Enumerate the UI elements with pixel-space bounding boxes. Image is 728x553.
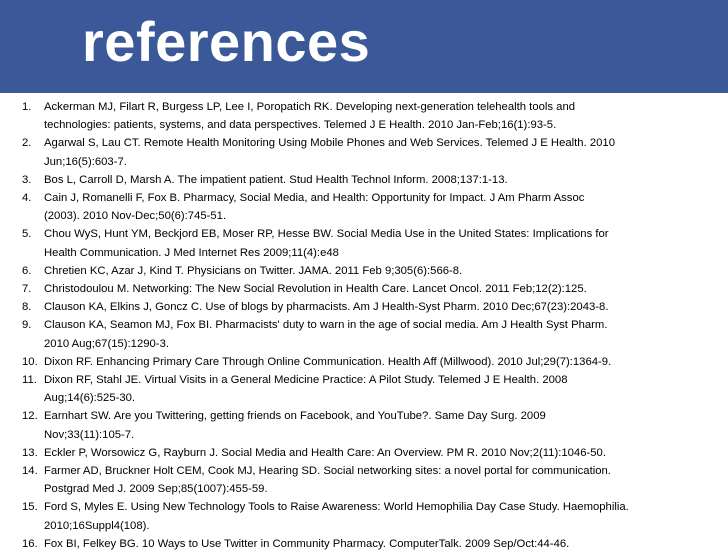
reference-text-line: Agarwal S, Lau CT. Remote Health Monitoring Using Mobile Phones and Web Services. Telemed J E Health. 2010 [44,137,615,150]
reference-text-line: 2010;16Suppl4(108). [44,519,150,532]
reference-number: 16. [22,537,38,550]
reference-number: 2. [22,137,32,150]
reference-number: 15. [22,501,38,514]
reference-item [22,371,722,407]
reference-item [22,407,722,443]
reference-item [22,535,722,553]
reference-item [22,462,722,498]
reference-text-line: Christodoulou M. Networking: The New Social Revolution in Health Care. Lancet Oncol. 2011 Feb;12(2):125. [44,283,587,296]
reference-text-line: Fox BI, Felkey BG. 10 Ways to Use Twitter in Community Pharmacy. ComputerTalk. 2009 Sep/Oct:44-46. [44,537,570,550]
reference-number: 4. [22,192,32,205]
reference-number: 7. [22,283,32,296]
reference-number: 12. [22,410,38,423]
reference-text-line: Chou WyS, Hunt YM, Beckjord EB, Moser RP, Hesse BW. Social Media Use in the United States: Implications for [44,228,609,241]
reference-text-line: Postgrad Med J. 2009 Sep;85(1007):455-59. [44,483,268,496]
reference-text-line: Ackerman MJ, Filart R, Burgess LP, Lee I, Poropatich RK. Developing next-generation telehealth tools and [44,101,576,113]
reference-text-line: Nov;33(11):105-7. [44,428,135,441]
reference-text-line: Cain J, Romanelli F, Fox B. Pharmacy, Social Media, and Health: Opportunity for Impact. J Am Pharm Assoc [44,192,585,205]
reference-text-line: Farmer AD, Bruckner Holt CEM, Cook MJ, Hearing SD. Social networking sites: a novel portal for communication. [44,465,611,478]
reference-item [22,353,722,371]
reference-item [22,316,722,352]
reference-text-line: Clauson KA, Seamon MJ, Fox BI. Pharmacists' duty to warn in the age of social media. Am J Health Syst Pharm. [44,319,608,332]
reference-number: 9. [22,319,32,332]
reference-number: 5. [22,228,32,241]
reference-item [22,171,722,189]
reference-number: 14. [22,465,38,478]
reference-number: 11. [22,374,37,387]
reference-number: 6. [22,264,32,277]
reference-number: 1. [22,101,32,113]
reference-number: 8. [22,301,32,314]
reference-text-line: Dixon RF. Enhancing Primary Care Through Online Communication. Health Aff (Millwood). 2010 Jul;29(7):1364-9. [44,355,612,368]
reference-item [22,262,722,280]
reference-number: 3. [22,173,32,186]
reference-text-line: Jun;16(5):603-7. [44,155,127,168]
reference-item [22,189,722,225]
reference-text-line: Health Communication. J Med Internet Res 2009;11(4):e48 [44,246,339,259]
reference-text-line: (2003). 2010 Nov-Dec;50(6):745-51. [44,210,227,223]
reference-item [22,134,722,170]
reference-text-line: Ford S, Myles E. Using New Technology Tools to Raise Awareness: World Hemophilia Day Case Study. Haemophilia. [44,501,629,514]
reference-text-line: Eckler P, Worsowicz G, Rayburn J. Social Media and Health Care: An Overview. PM R. 2010 Nov;2(11):1046-50. [44,446,606,459]
reference-item [22,498,722,534]
reference-item [22,225,722,261]
reference-text-line: technologies: patients, systems, and data perspectives. Telemed J E Health. 2010 Jan-Feb;16(1):93-5. [44,119,557,132]
reference-list [22,98,722,553]
slide-title: references [82,10,371,73]
reference-text-line: Chretien KC, Azar J, Kind T. Physicians on Twitter. JAMA. 2011 Feb 9;305(6):566-8. [44,264,463,277]
reference-text-line: Clauson KA, Elkins J, Goncz C. Use of blogs by pharmacists. Am J Health-Syst Pharm. 2010 Dec;67(23):2043-8. [44,301,609,314]
reference-text-line: 2010 Aug;67(15):1290-3. [44,337,169,350]
reference-number: 13. [22,446,38,459]
reference-text-line: Bos L, Carroll D, Marsh A. The impatient patient. Stud Health Technol Inform. 2008;137:1-13. [44,173,508,186]
reference-number: 10. [22,355,38,368]
reference-item [22,98,722,134]
reference-item [22,280,722,298]
reference-item [22,298,722,316]
reference-item [22,444,722,462]
reference-text-line: Aug;14(6):525-30. [44,392,136,405]
reference-text-line: Dixon RF, Stahl JE. Virtual Visits in a General Medicine Practice: A Pilot Study. Telemed J E Health. 2008 [44,374,568,387]
reference-text-line: Earnhart SW. Are you Twittering, getting friends on Facebook, and YouTube?. Same Day Surg. 2009 [44,410,546,423]
